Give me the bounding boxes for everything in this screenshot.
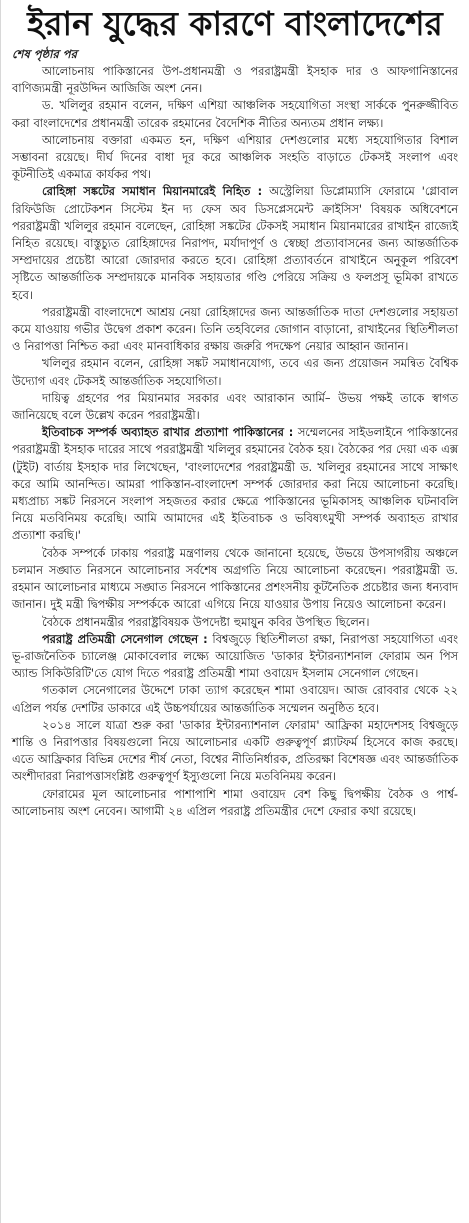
paragraph-text: খলিলুর রহমান বলেন, রোহিঙ্গা সঙ্কট সমাধানযোগ্য, তবে এর জন্য প্রয়োজন সমন্বিত বৈশ্বিক উদ্যোগ এবং টেকসই আন্তর্জাতিক সহযোগিতা। [12, 357, 458, 388]
paragraph-10 [12, 614, 458, 631]
paragraph-text: ফোরামের মূল আলোচনার পাশাপাশি শামা ওবায়েদ বেশ কিছু দ্বিপক্ষীয় বৈঠক ও পার্শ্ব-আলোচনায় অংশ নেবেন। আগামী ২৪ এপ্রিল পররাষ্ট্র প্রতিমন্ত্রীর দেশে ফেরার কথা রয়েছে। [12, 787, 458, 818]
paragraph-text: সম্মেলনের সাইডলাইনে পাকিস্তানের পররাষ্ট্রমন্ত্রী ইসহাক দারের সাথে পররাষ্ট্রমন্ত্রী খলিলুর রহমানের বৈঠক হয়। বৈঠকের পর দেয়া এক এক্স (টুইট) বার্তায় ইসহাক দার লিখেছেন, 'বাংলাদেশের পররাষ্ট্রমন্ত্রী ড. খলিলুর রহমানের সাথে সাক্ষাৎ করে আমি আনন্দিত। আমরা পাকিস্তান-বাংলাদেশ সম্পর্ক জোরদার করা নিয়ে আলোচনা করেছি। মধ্যপ্রাচ্য সঙ্কট নিরসনে সংলাপ সহজতর করার ক্ষেত্রে পাকিস্তানের ভূমিকাসহ আঞ্চলিক ঘটনাবলি নিয়ে মতবিনিময় করেছি। আমি আমাদের এই ইতিবাচক ও ভবিষ্যৎমুখী সম্পর্ক অব্যাহত রাখার প্রত্যাশা করছি।' [12, 426, 458, 543]
paragraph-text: অস্ট্রেলিয়া ডিপ্লোম্যাসি ফোরামে 'গ্লোবাল রিফিউজি প্রোটেকশন সিস্টেম ইন দ্য ফেস অব ডিসপ্লেসমেন্ট ক্রাইসিস' বিষয়ক অধিবেশনে পররাষ্ট্রমন্ত্রী খলিলুর রহমান বলেছেন, রোহিঙ্গা সঙ্কটের টেকসই সমাধান মিয়ানমারের রাখাইন রাজ্যেই নিহিত রয়েছে। বাস্তুচ্যুত রোহিঙ্গাদের নিরাপদ, মর্যাদাপূর্ণ ও স্বেচ্ছা প্রত্যাবাসনের জন্য আন্তর্জাতিক সম্প্রদায়ের প্রচেষ্টা আরো জোরদার করতে হবে। রোহিঙ্গা প্রত্যাবর্তনে রাখাইনে অনুকূল পরিবেশ সৃষ্টিতে আন্তর্জাতিক সম্প্রদায়কে মানবিক সহায়তার গণ্ডি পেরিয়ে সক্রিয় ও ফলপ্রসূ ভূমিকা রাখতে হবে। [12, 185, 459, 302]
subheading-rohingya: রোহিঙ্গা সঙ্কটের সমাধান মিয়ানমারেই নিহিত : [42, 185, 263, 199]
paragraph-9 [12, 545, 458, 614]
paragraph-text: ড. খলিলুর রহমান বলেন, দক্ষিণ এশিয়া আঞ্চলিক সহযোগিতা সংস্থা সার্ককে পুনরুজ্জীবিত করা বাংলাদেশের প্রধানমন্ত্রী তারেক রহমানের বৈদেশিক নীতির অন্যতম প্রধান লক্ষ্য। [12, 99, 458, 130]
subheading-senegal: পররাষ্ট্র প্রতিমন্ত্রী সেনেগাল গেছেন : [42, 632, 208, 646]
paragraph-4 [12, 183, 458, 303]
paragraph-text: দায়িত্ব গ্রহণের পর মিয়ানমার সরকার এবং আরাকান আর্মি– উভয় পক্ষই তাকে স্বাগত জানিয়েছে বলে উল্লেখ করেন পররাষ্ট্রমন্ত্রী। [12, 391, 458, 423]
subheading-pakistan: ইতিবাচক সম্পর্ক অব্যাহত রাখার প্রত্যাশা পাকিস্তানের : [42, 426, 294, 440]
paragraph-14 [12, 786, 458, 820]
paragraph-5 [12, 304, 458, 356]
paragraph-text: আলোচনায় বক্তারা একমত হন, দক্ষিণ এশিয়ার দেশগুলোর মধ্যে সহযোগিতার বিশাল সম্ভাবনা রয়েছে। দীর্ঘ দিনের বাধা দূর করে আঞ্চলিক সংহতি বাড়াতে টেকসই সংলাপ এবং কূটনীতিই একমাত্র কার্যকর পথ। [12, 133, 458, 182]
paragraph-6 [12, 355, 458, 389]
paragraph-text: বৈঠকে প্রধানমন্ত্রীর পররাষ্ট্রবিষয়ক উপদেষ্টা হুমায়ুন কবির উপস্থিত ছিলেন। [42, 615, 370, 629]
paragraph-13 [12, 717, 458, 786]
paragraph-text: আলোচনায় পাকিস্তানের উপ-প্রধানমন্ত্রী ও পররাষ্ট্রমন্ত্রী ইসহাক দার ও আফগানিস্তানের বাণিজ্যমন্ত্রী নূরউদ্দিন আজিজি অংশ নেন। [12, 65, 458, 96]
paragraph-8 [12, 424, 458, 544]
paragraph-11 [12, 631, 458, 683]
continued-from-label: শেষ পৃষ্ঠার পর [12, 47, 77, 61]
paragraph-12 [12, 682, 458, 716]
paragraph-text: পররাষ্ট্রমন্ত্রী বাংলাদেশে আশ্রয় নেয়া রোহিঙ্গাদের জন্য আন্তর্জাতিক দাতা দেশগুলোর সহায়তা কমে যাওয়ায় গভীর উদ্বেগ প্রকাশ করেন। তিনি তহবিলের জোগান বাড়ানো, রাখাইনের স্থিতিশীলতা ও নিরাপত্তা নিশ্চিত করা এবং মানবাধিকার রক্ষায় জরুরি পদক্ষেপ নেয়ার আহ্বান জানান। [12, 305, 458, 354]
paragraph-7 [12, 390, 458, 424]
paragraph-text: গতকাল সেনেগালের উদ্দেশে ঢাকা ত্যাগ করেছেন শামা ওবায়েদ। আজ রোববার থেকে ২২ এপ্রিল পর্যন্ত দেশটির ডাকারে এই উচ্চপর্যায়ের আন্তর্জাতিক সম্মেলন অনুষ্ঠিত হবে। [12, 684, 458, 715]
paragraph-text: ২০১৪ সালে যাত্রা শুরু করা 'ডাকার ইন্টারন্যাশনাল ফোরাম' আফ্রিকা মহাদেশসহ বিশ্বজুড়ে শান্তি ও নিরাপত্তার বিষয়গুলো নিয়ে আলোচনার একটি গুরুত্বপূর্ণ প্ল্যাটফর্ম হিসেবে কাজ করছে। এতে আফ্রিকার বিভিন্ন দেশের শীর্ষ নেতা, বিশ্বের নীতিনির্ধারক, প্রতিরক্ষা বিশেষজ্ঞ এবং আন্তর্জাতিক অংশীদাররা নিরাপত্তাসংশ্লিষ্ট গুরুত্বপূর্ণ ইস্যুগুলো নিয়ে মতবিনিময় করেন। [12, 718, 458, 784]
paragraph-text: বিশ্বজুড়ে স্থিতিশীলতা রক্ষা, নিরাপত্তা সহযোগিতা এবং ভূ-রাজনৈতিক চ্যালেঞ্জ মোকাবেলার লক্ষ্যে আয়োজিত 'ডাকার ইন্টারন্যাশনাল ফোরাম অন পিস অ্যান্ড সিকিউরিটি'তে যোগ দিতে পররাষ্ট্র প্রতিমন্ত্রী শামা ওবায়েদ ইসলাম সেনেগাল গেছেন। [12, 632, 459, 681]
paragraph-text: বৈঠক সম্পর্কে ঢাকায় পররাষ্ট্র মন্ত্রণালয় থেকে জানানো হয়েছে, উভয়ে উপসাগরীয় অঞ্চলে চলমান সঙ্ঘাত নিরসনে আলোচনার সর্বশেষ অগ্রগতি নিয়ে আলোচনা করেছেন। পররাষ্ট্রমন্ত্রী ড. রহমান আলোচনার মাধ্যমে সঙ্ঘাত নিরসনে পাকিস্তানের প্রশংসনীয় কূটনৈতিক প্রচেষ্টার জন্য ধন্যবাদ জানান। দুই মন্ত্রী দ্বিপক্ষীয় সম্পর্ককে আরো এগিয়ে নিয়ে যাওয়ার উপায় নিয়েও আলোচনা করেন। [12, 546, 458, 612]
paragraph-2 [12, 97, 458, 131]
paragraph-3 [12, 132, 458, 184]
paragraph-1 [12, 63, 458, 97]
headline: ইরান যুদ্ধের কারণে বাংলাদেশের [27, 4, 443, 43]
